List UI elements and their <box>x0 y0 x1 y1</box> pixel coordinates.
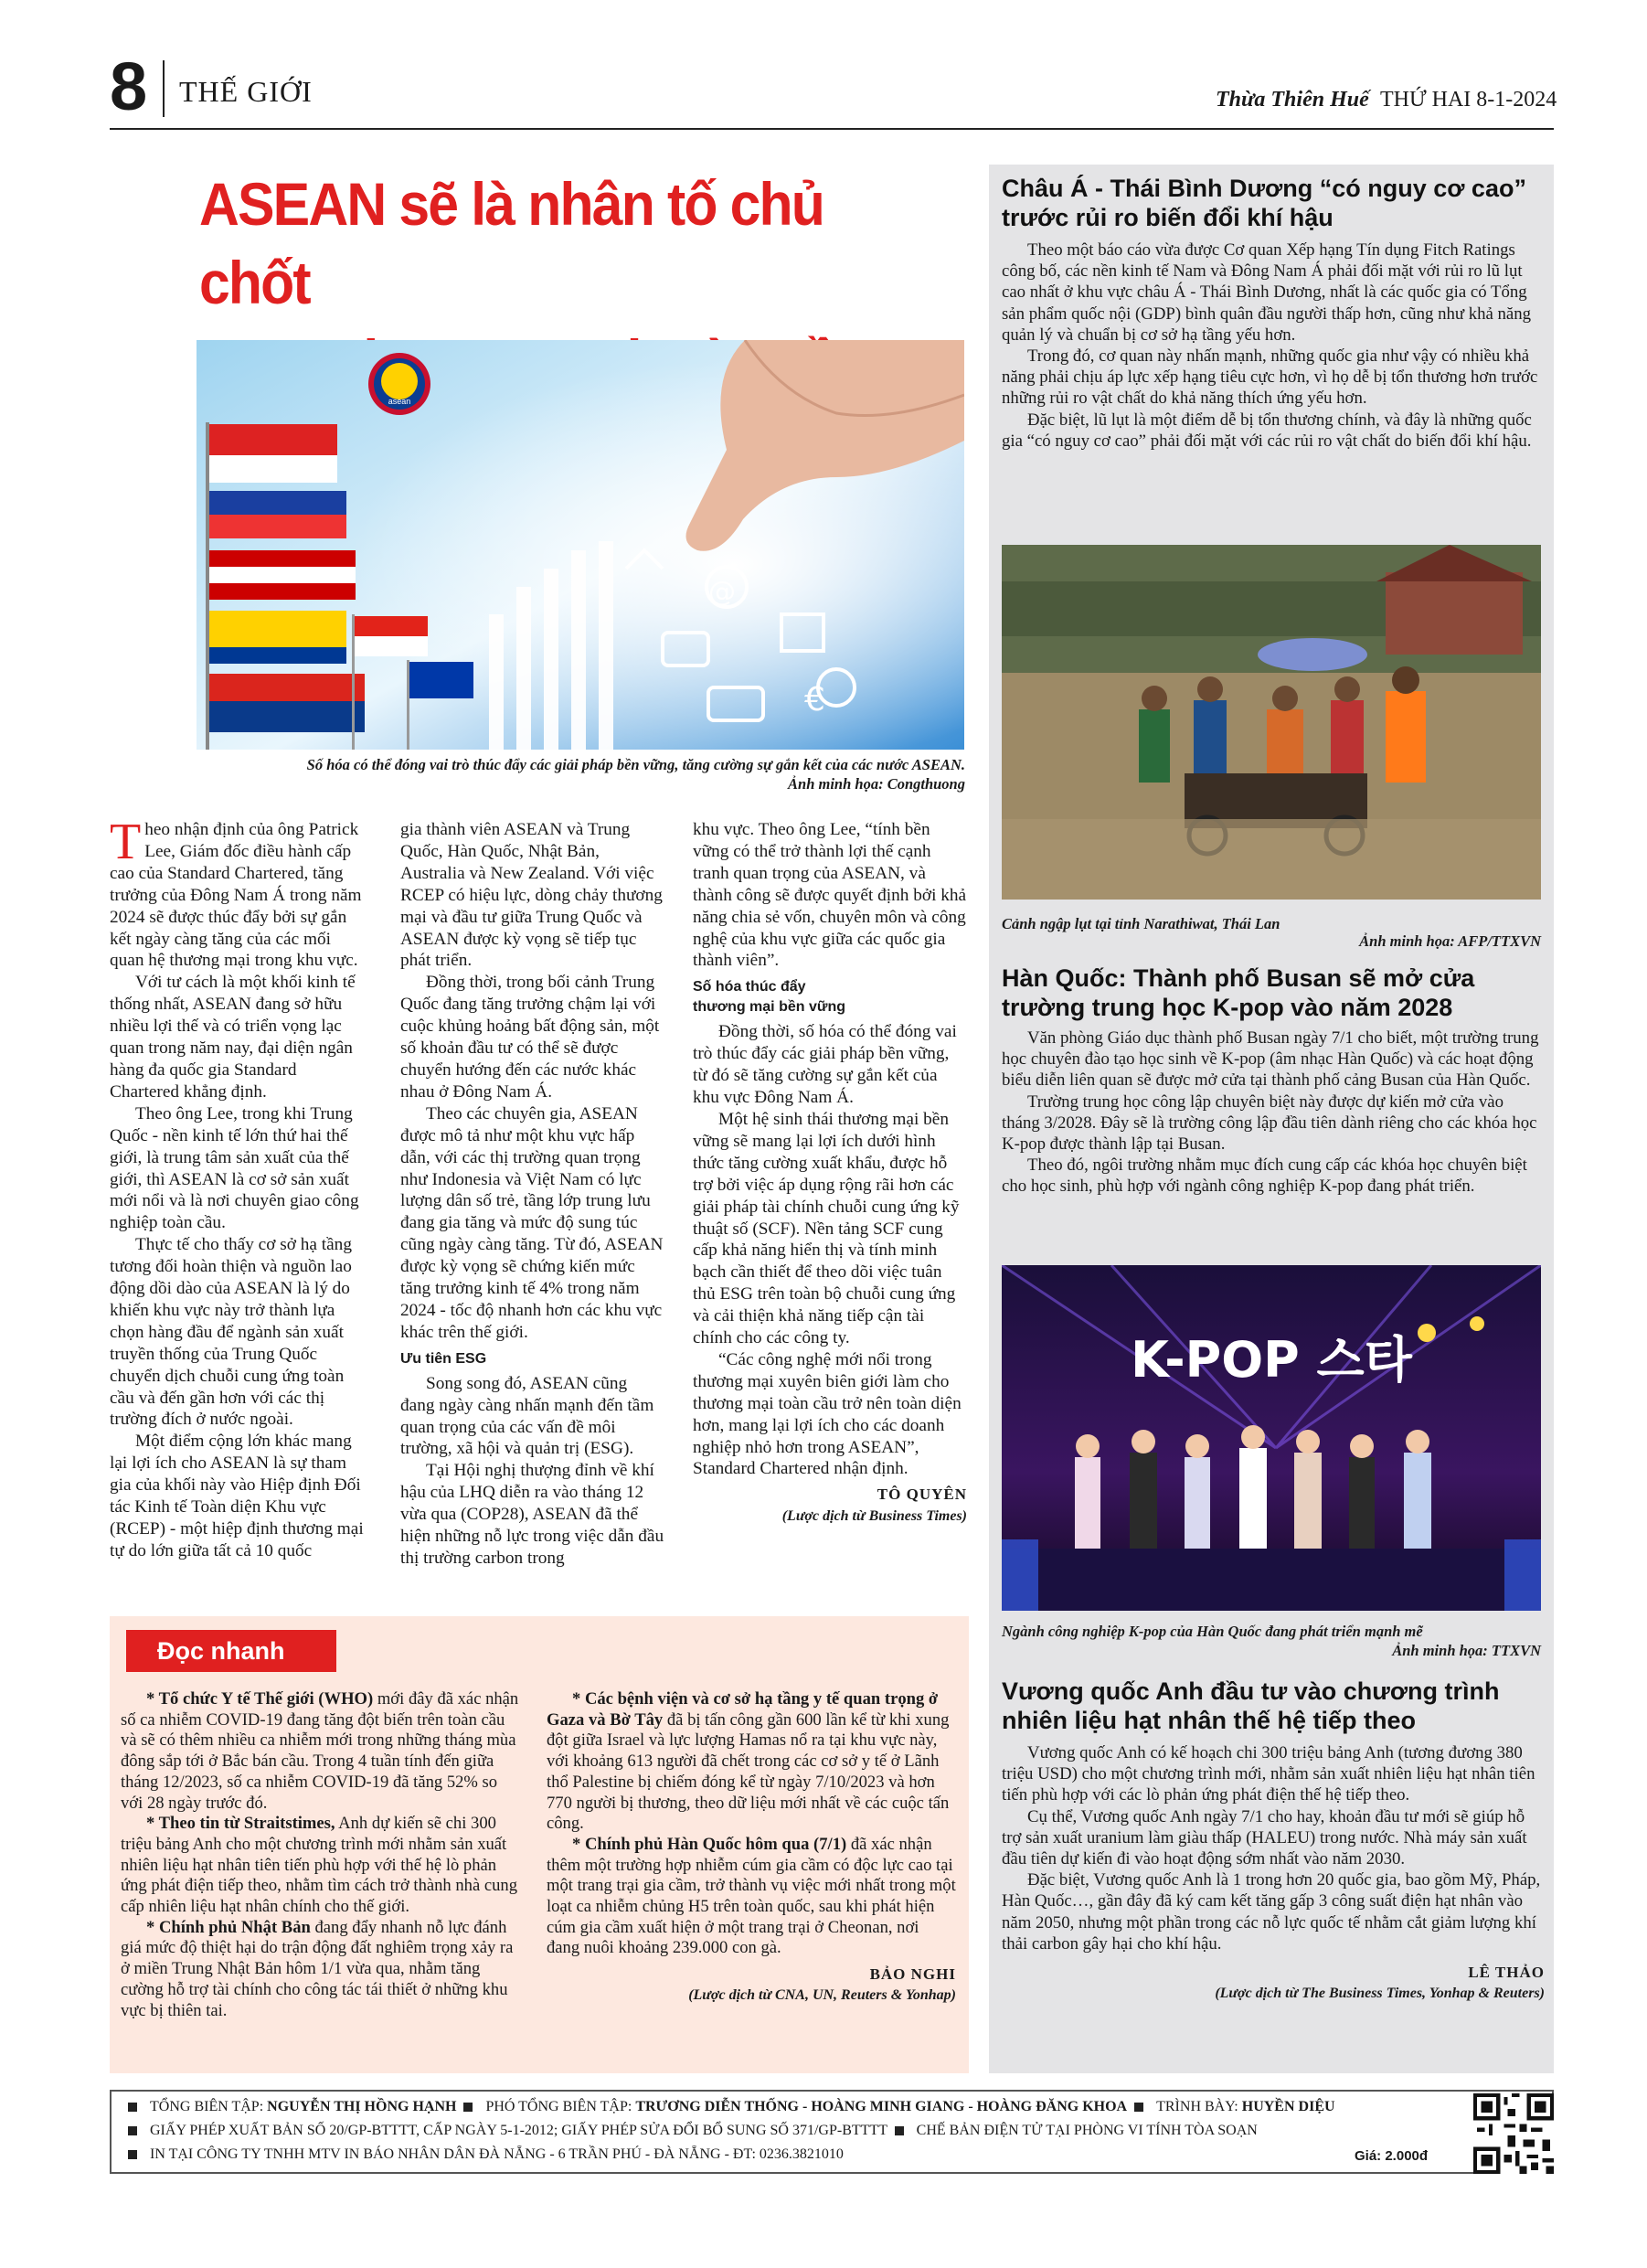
deputy-editors: TRƯƠNG DIỄN THỐNG - HOÀNG MINH GIANG - HOÀNG ĐĂNG KHOA <box>635 2099 1128 2114</box>
at-icon: @ <box>708 576 736 608</box>
flood-photo-credit: Ảnh minh họa: AFP/TTXVN <box>1359 932 1541 950</box>
issue-price: Giá: 2.000đ <box>1355 2148 1429 2164</box>
sidebar-paragraph: Vương quốc Anh có kế hoạch chi 300 triệu bảng Anh (tương đương 380 triệu USD) cho một chương trình mới, nhằm sản xuất nhiên liệu hạt nhân tiên tiến phù hợp với các lò phản ứng phát điện thế hệ tiếp theo. <box>1002 1743 1535 1805</box>
layout-designer: HUYỀN DIỆU <box>1241 2099 1335 2114</box>
kpop-sign-text: K-POP 스타 <box>1131 1331 1412 1389</box>
typesetting-note: CHẾ BẢN ĐIỆN TỬ TẠI PHÒNG VI TÍNH TÒA SOẠN <box>916 2123 1258 2138</box>
newspaper-name: Thừa Thiên Huế <box>1216 88 1369 112</box>
article-paragraph: Đồng thời, số hóa có thể đóng vai trò thúc đẩy các giải pháp bền vững, từ đó sẽ tăng cường sự gắn kết của khu vực Đông Nam Á. <box>693 1022 957 1108</box>
printing-info: IN TẠI CÔNG TY TNHH MTV IN BÁO NHÂN DÂN ĐÀ NẴNG - 6 TRẦN PHÚ - ĐÀ NẴNG - ĐT: 0236.3821010 <box>150 2146 844 2162</box>
quick-read-lead: * Chính phủ Hàn Quốc hôm qua (7/1) <box>572 1834 847 1854</box>
bullet-square-icon <box>128 2103 137 2112</box>
subheading-line: Số hóa thúc đẩy <box>693 979 806 996</box>
quick-read-lead: * Chính phủ Nhật Bản <box>146 1917 311 1937</box>
subheading-line: thương mại bền vững <box>693 999 845 1016</box>
sidebar-story3-title: Vương quốc Anh đầu tư vào chương trình nhiên liệu hạt nhân thế hệ tiếp theo <box>1002 1677 1500 1734</box>
headline-line-1: ASEAN sẽ là nhân tố chủ chốt <box>199 170 824 316</box>
page-number: 8 <box>110 48 148 124</box>
sidebar-story2-body <box>1002 1028 1545 1198</box>
article-paragraph: Một điểm cộng lớn khác mang lại lợi ích cho ASEAN là sự tham gia của khối này vào Hiệp định Đối tác Kinh tế Toàn diện Khu vực (RCEP) - một hiệp định thương mại tự do lớn giữa tất cả 10 quốc <box>110 1432 364 1560</box>
quick-read-text: đã xác nhận thêm một trường hợp nhiễm cúm gia cầm có độc lực cao tại một trang trại gia cầm, trở thành vụ việc mới nhất trong một loạt ca nhiễm chủng H5 trên toàn quốc, sau khi phát hiện cúm gia cầm xuất hiện ở một trang trại ở Cheonan, nơi đang nuôi khoảng 239.000 con gà. <box>547 1834 956 1958</box>
issue-date: THỨ HAI 8-1-2024 <box>1380 88 1557 112</box>
quick-read-source-note: (Lược dịch từ CNA, UN, Reuters & Yonhap) <box>688 1986 956 2003</box>
article-paragraph: Theo các chuyên gia, ASEAN được mô tả như một khu vực hấp dẫn, với các thị trường quan trọng như Indonesia và Việt Nam có lực lượng dân số trẻ, tầng lớp trung lưu đang gia tăng và mức độ sung túc cũng ngày càng tăng. Từ đó, ASEAN được kỳ vọng sẽ chứng kiến mức tăng trưởng kinh tế 4% trong năm 2024 - tốc độ nhanh hơn các khu vực khác trên thế giới. <box>400 1103 664 1342</box>
bullet-square-icon <box>1134 2103 1143 2112</box>
sidebar-paragraph: Văn phòng Giáo dục thành phố Busan ngày 7/1 cho biết, một trường trung học chuyên đào tạo học sinh về K-pop (âm nhạc Hàn Quốc) và các hoạt động biểu diễn liên quan sẽ được mở cửa tại thành phố cảng Busan của Hàn Quốc. <box>1002 1028 1539 1091</box>
article-column-3 <box>693 819 967 1528</box>
publishing-license: GIẤY PHÉP XUẤT BẢN SỐ 20/GP-BTTTT, CẤP NGÀY 5-1-2012; GIẤY PHÉP SỬA ĐỔI BỔ SUNG SỐ 371/GP-BTTTT <box>150 2123 887 2138</box>
quick-read-item <box>121 1918 523 2022</box>
quick-read-item <box>547 1835 956 1959</box>
article-paragraph: Theo ông Lee, trong khi Trung Quốc - nền kinh tế lớn thứ hai thế giới, là trung tâm sản xuất của thế giới, thì ASEAN là cơ sở sản xuất mới nổi và là nơi chuyên giao công nghiệp toàn cầu. <box>110 1103 359 1233</box>
sidebar-byline: LÊ THẢO <box>1468 1964 1545 1982</box>
quick-read-lead: * Các bệnh viện và cơ sở hạ tầng y tế quan trọng ở Gaza và Bờ Tây <box>547 1689 939 1730</box>
sidebar-story1-body <box>1002 240 1545 452</box>
flood-photo-illustration <box>1002 545 1541 900</box>
footer-label: TRÌNH BÀY: <box>1156 2099 1238 2114</box>
article-source-note: (Lược dịch từ Business Times) <box>781 1508 967 1525</box>
quick-read-text: Anh dự kiến sẽ chi 300 triệu bảng Anh cho một chương trình mới nhằm sản xuất nhiên liệu hạt nhân tiên tiến phù hợp với thế hệ lò phản ứng phát điện tiếp theo, nhằm tìm cách trở thành nhà cung cấp nhiên liệu hạt nhân chính cho thế giới. <box>121 1814 518 1917</box>
qr-code-icon[interactable] <box>1473 2093 1554 2174</box>
quick-read-tab: Đọc nhanh <box>133 1630 336 1672</box>
footer-label: PHÓ TỔNG BIÊN TẬP: <box>485 2099 632 2114</box>
sidebar-paragraph: Trường trung học công lập chuyên biệt này được dự kiến mở cửa vào tháng 3/2028. Đây sẽ là trường công lập đầu tiên dành riêng cho các khóa học K-pop được thành lập tại Busan. <box>1002 1091 1537 1155</box>
header-divider <box>163 60 165 117</box>
editor-in-chief: NGUYỄN THỊ HỒNG HẠNH <box>267 2099 457 2114</box>
article-paragraph: Song song đó, ASEAN cũng đang ngày càng nhấn mạnh đến tầm quan trọng của các vấn đề môi trường, xã hội và quản trị (ESG). <box>400 1373 654 1459</box>
sidebar-paragraph: Theo một báo cáo vừa được Cơ quan Xếp hạng Tín dụng Fitch Ratings công bố, các nền kinh tế Nam và Đông Nam Á phải đối mặt với rủi ro lũ lụt cao nhất ở khu vực châu Á - Thái Bình Dương, nhất là các quốc gia có Tổng sản phẩm quốc nội (GDP) bình quân đầu người thấp hơn, cũng như khả năng quản lý và chuẩn bị cơ sở hạ tầng yếu hơn. <box>1002 240 1532 345</box>
sidebar-paragraph: Theo đó, ngôi trường nhằm mục đích cung cấp các khóa học chuyên biệt cho học sinh, phù hợp với ngành công nghiệp K-pop đang phát triển. <box>1002 1155 1527 1197</box>
sidebar-paragraph: Đặc biệt, Vương quốc Anh là 1 trong hơn 20 quốc gia, bao gồm Mỹ, Pháp, Hàn Quốc…, gần đây đã ký cam kết tăng gấp 3 công suất điện hạt nhân vào năm 2050, nhưng một phần trong các nỗ lực quốc tế nhằm cắt giảm lượng khí thải carbon gây hại cho khí hậu. <box>1002 1870 1541 1954</box>
article-paragraph: gia thành viên ASEAN và Trung Quốc, Hàn Quốc, Nhật Bản, Australia và New Zealand. Với việc RCEP có hiệu lực, dòng chảy thương mại và đầu tư giữa Trung Quốc và ASEAN được kỳ vọng sẽ tiếp tục phát triển. <box>400 820 663 971</box>
footer-row-3 <box>128 2146 844 2163</box>
sidebar-story2-title: Hàn Quốc: Thành phố Busan sẽ mở cửa trường trung học K-pop vào năm 2028 <box>1002 964 1475 1021</box>
article-paragraph: Tại Hội nghị thượng đỉnh về khí hậu của LHQ diễn ra vào tháng 12 vừa qua (COP28), ASEAN đã thể hiện những nỗ lực trong việc dẫn đầu thị trường carbon trong <box>400 1461 664 1568</box>
bullet-square-icon <box>895 2126 904 2135</box>
article-paragraph: Thực tế cho thấy cơ sở hạ tầng tương đối hoàn thiện và nguồn lao động dồi dào của ASEAN là lý do khiến khu vực này trở thành lựa chọn hàng đầu để ngành sản xuất truyền thống của Trung Quốc chuyển dịch chuỗi cung ứng toàn cầu và đến gần hơn với các thị trường đích ở nước ngoài. <box>110 1235 352 1430</box>
euro-icon: € <box>804 681 825 719</box>
qr-code-graphic <box>1473 2093 1554 2174</box>
article-paragraph: Đồng thời, trong bối cảnh Trung Quốc đang tăng trưởng chậm lại với cuộc khủng hoảng bất động sản, một số khoản đầu tư có thể sẽ được chuyển hướng đến các nước khác nhau ở Đông Nam Á. <box>400 973 660 1102</box>
main-image-credit: Ảnh minh họa: Congthuong <box>788 775 965 793</box>
article-paragraph: Với tư cách là một khối kinh tế thống nhất, ASEAN đang sở hữu nhiều lợi thế và có triển vọng lạc quan trong năm nay, đại diện ngân hàng đa quốc gia Standard Chartered khẳng định. <box>110 973 356 1102</box>
flood-photo-caption: Cảnh ngập lụt tại tỉnh Narathiwat, Thái Lan <box>1002 915 1280 932</box>
sidebar-paragraph: Trong đó, cơ quan này nhấn mạnh, những quốc gia như vậy có nhiều khả năng phải chịu áp lực xếp hạng tiêu cực hơn, vì họ dễ bị tổn thương hơn trước những rủi ro vật chất do khả năng thích ứng yếu hơn. <box>1002 346 1538 409</box>
quick-read-item <box>121 1689 523 1814</box>
article-byline: TÔ QUYÊN <box>877 1485 967 1504</box>
article-column-2 <box>400 819 665 1570</box>
quick-read-item <box>121 1814 523 1918</box>
kpop-photo-caption: Ngành công nghiệp K-pop của Hàn Quốc đang phát triển mạnh mẽ <box>1002 1623 1423 1640</box>
kpop-stage-illustration <box>1002 1265 1541 1611</box>
digital-asean-illustration <box>197 340 964 750</box>
quick-read-text: mới đây đã xác nhận số ca nhiễm COVID-19 đang tăng đột biến trên toàn cầu và sẽ có thêm nhiều ca nhiễm mới trong những tháng mùa đông sắp tới ở Bắc bán cầu. Trong 4 tuần tính đến giữa tháng 12/2023, số ca nhiễm COVID-19 đã tăng 52% so với 28 ngày trước đó. <box>121 1689 519 1813</box>
footer-row-1 <box>128 2099 1335 2115</box>
dropcap: T <box>110 814 142 870</box>
flood-photo <box>1002 545 1541 900</box>
article-column-1 <box>110 814 367 1562</box>
main-image-caption: Số hóa có thể đóng vai trò thúc đẩy các giải pháp bền vững, tăng cường sự gắn kết của các nước ASEAN. <box>306 756 965 773</box>
quick-read-byline: BẢO NGHI <box>869 1965 956 1984</box>
quick-read-item <box>547 1689 956 1835</box>
article-paragraph: Một hệ sinh thái thương mại bền vững sẽ mang lại lợi ích dưới hình thức tăng cường xuất khẩu, được hỗ trợ bởi việc áp dụng rộng rãi hơn các giải pháp tài chính chuỗi cung ứng kỹ thuật số (SCF). Nền tảng SCF cung cấp khả năng hiển thị và tính minh bạch cần thiết để theo dõi việc tuân thủ ESG trên toàn bộ chuỗi cung ứng và cải thiện khả năng tiếp cận tài chính cho các công ty. <box>693 1109 960 1348</box>
sidebar-story1-title: Châu Á - Thái Bình Dương “có nguy cơ cao” trước rủi ro biến đổi khí hậu <box>1002 175 1526 231</box>
quick-read-column-1 <box>121 1689 523 2021</box>
kpop-photo-credit: Ảnh minh họa: TTXVN <box>1392 1642 1541 1659</box>
article-paragraph: “Các công nghệ mới nổi trong thương mại xuyên biên giới làm cho thương mại toàn cầu trở nên toàn diện hơn, mang lại lợi ích cho các doanh nghiệp nhỏ hơn trong ASEAN”, Standard Chartered nhận định. <box>693 1349 962 1479</box>
section-title: THẾ GIỚI <box>179 75 313 108</box>
article-paragraph: khu vực. Theo ông Lee, “tính bền vững có thể trở thành lợi thế cạnh tranh quan trọng của ASEAN, và thành công sẽ được quyết định bởi khả năng chia sẻ vốn, chuyên môn và công nghệ của khu vực giữa các quốc gia thành viên”. <box>693 820 967 971</box>
article-paragraph: heo nhận định của ông Patrick Lee, Giám đốc điều hành cấp cao của Standard Chartered, tăng trưởng của Đông Nam Á trong năm 2024 sẽ được thúc đẩy bởi sự gắn kết ngày càng tăng của các mối quan hệ thương mại trong khu vực. <box>110 820 362 971</box>
header-rule <box>110 128 1554 130</box>
bullet-square-icon <box>463 2103 473 2112</box>
subheading-digital <box>693 977 967 1017</box>
sidebar-paragraph: Đặc biệt, lũ lụt là một điểm dễ bị tổn thương chính, và đây là những quốc gia “có nguy cơ cao” phải đối mặt với các rủi ro vật chất do biến đổi khí hậu. <box>1002 410 1532 451</box>
quick-read-column-2 <box>547 1689 956 2007</box>
quick-read-lead: * Theo tin từ Straitstimes, <box>146 1814 335 1834</box>
quick-read-text: đang đẩy nhanh nỗ lực đánh giá mức độ thiệt hại do trận động đất nghiêm trọng xảy ra ở miền Trung Nhật Bản hôm 1/1 vừa qua, nhằm tăng cường hỗ trợ tài chính cho công tác tái thiết ở những khu vực bị thiên tai. <box>121 1917 514 2020</box>
sidebar-story3-body <box>1002 1742 1545 2004</box>
kpop-photo <box>1002 1265 1541 1611</box>
asean-logo-text: asean <box>388 397 411 406</box>
quick-read-text: đã bị tấn công gần 600 lần kể từ khi xung đột giữa Israel và lực lượng Hamas nổ ra tại khu vực này, với khoảng 613 người đã chết trong các cơ sở y tế ở Lãnh thổ Palestine bị chiếm đóng kể từ ngày 7/10/2023 và hơn 770 người bị thương, theo dữ liệu mới nhất về các cuộc tấn công. <box>547 1709 950 1834</box>
footer-label: TỔNG BIÊN TẬP: <box>150 2099 264 2114</box>
footer-row-2 <box>128 2123 1258 2139</box>
sidebar-source-note: (Lược dịch từ The Business Times, Yonhap & Reuters) <box>1215 1986 1545 2002</box>
main-article-image <box>197 340 964 750</box>
subheading-esg: Ưu tiên ESG <box>400 1350 487 1367</box>
bullet-square-icon <box>128 2126 137 2135</box>
quick-read-lead: * Tổ chức Y tế Thế giới (WHO) <box>146 1689 374 1709</box>
bullet-square-icon <box>128 2150 137 2159</box>
sidebar-paragraph: Cụ thể, Vương quốc Anh ngày 7/1 cho hay, khoản đầu tư mới sẽ giúp hỗ trợ sản xuất uranium làm giàu thấp (HALEU) trong nước. Nhà máy sản xuất đầu tiên dự kiến đi vào hoạt động sớm nhất vào năm 2030. <box>1002 1806 1527 1869</box>
